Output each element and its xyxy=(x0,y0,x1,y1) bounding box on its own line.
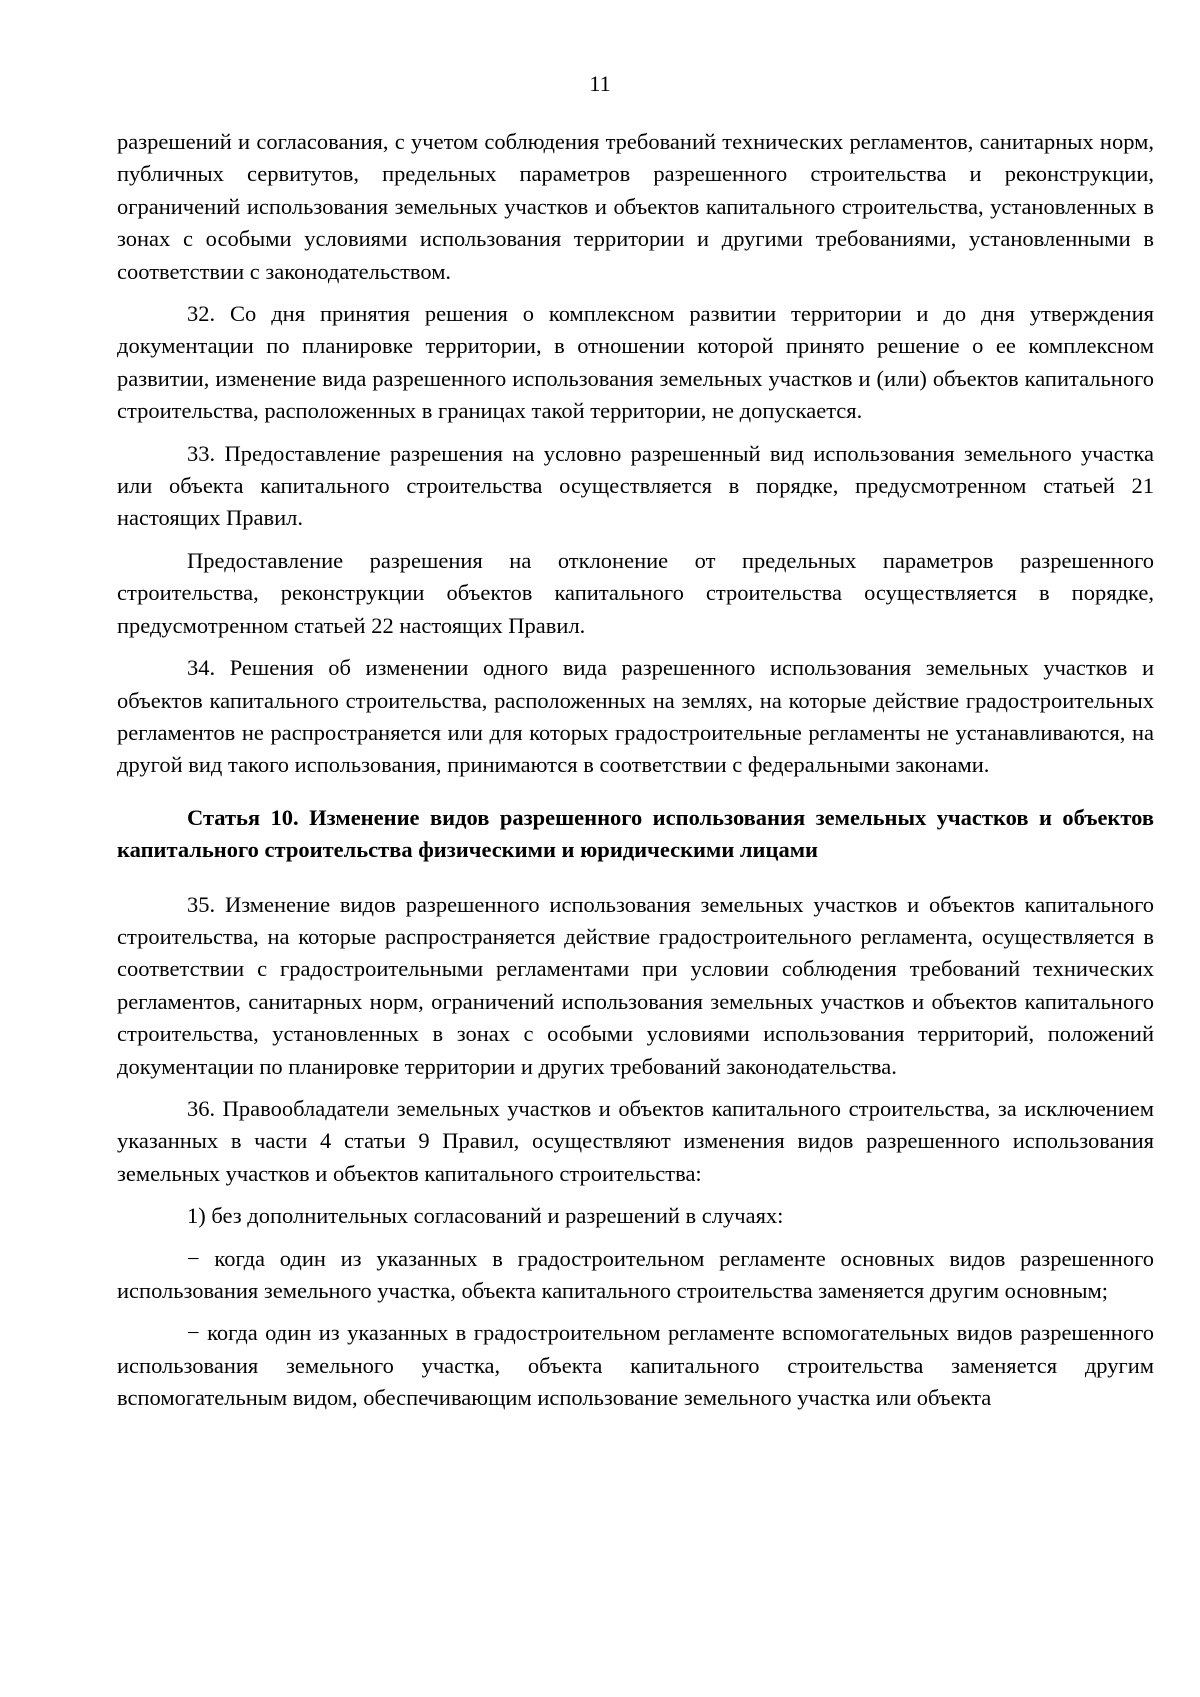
dash-item-2: − когда один из указанных в градостроительном регламенте вспомогательных видов разрешенного использования земельного участка, объекта капитального строительства заменяется другим вспомогательным видом, обеспечивающим использование земельного участка или объекта xyxy=(117,1320,1154,1411)
dash-item-1: − когда один из указанных в градостроительном регламенте основных видов разрешенного использования земельного участка, объекта капитального строительства заменяется другим основным; xyxy=(117,1245,1154,1303)
list-item-1: 1) без дополнительных согласований и разрешений в случаях: xyxy=(187,1203,784,1229)
paragraph-35: 35. Изменение видов разрешенного использования земельных участков и объектов капитального строительства, на которые распространяется действие градостроительного регламента, осуществляется в соответствии с градостроительными регламентами при условии соблюдения требований технических регламентов, санитарных норм, ограничений использования земельных участков и объектов капитального строительства, установленных в зонах с особыми условиями использования территорий, положений документации по планировке территории и других требований законодательства. xyxy=(117,891,1154,1079)
page-number: 11 xyxy=(589,71,611,96)
paragraph-36: 36. Правообладатели земельных участков и объектов капитального строительства, за исключением указанных в части 4 статьи 9 Правил, осуществляют изменения видов разрешенного использования земельных участков и объектов капитального строительства: xyxy=(117,1095,1154,1186)
paragraph-continuation: разрешений и согласования, с учетом соблюдения требований технических регламентов, санитарных норм, публичных сервитутов, предельных параметров разрешенного строительства и реконструкции, ограничений использования земельных участков и объектов капитального строительства, установленных в зонах с особыми условиями использования территории и другими требованиями, установленными в соответствии с законодательством. xyxy=(117,129,1154,284)
paragraph-33-second: Предоставление разрешения на отклонение от предельных параметров разрешенного строительства, реконструкции объектов капитального строительства осуществляется в порядке, предусмотренном статьей 22 настоящих Правил. xyxy=(117,547,1154,638)
paragraph-34: 34. Решения об изменении одного вида разрешенного использования земельных участков и объектов капитального строительства, расположенных на землях, на которые действие градостроительных регламентов не распространяется или для которых градостроительные регламенты не устанавливаются, на другой вид такого использования, принимаются в соответствии с федеральными законами. xyxy=(117,655,1154,778)
paragraph-32: 32. Со дня принятия решения о комплексном развитии территории и до дня утверждения документации по планировке территории, в отношении которой принято решение о ее комплексном развитии, изменение вида разрешенного использования земельных участков и (или) объектов капитального строительства, расположенных в границах такой территории, не допускается. xyxy=(117,301,1154,424)
paragraph-33: 33. Предоставление разрешения на условно разрешенный вид использования земельного участка или объекта капитального строительства осуществляется в порядке, предусмотренном статьей 21 настоящих Правил. xyxy=(117,440,1154,531)
article-10-heading: Статья 10. Изменение видов разрешенного использования земельных участков и объектов капитального строительства физическими и юридическими лицами xyxy=(117,804,1154,863)
document-body xyxy=(117,126,1154,1415)
